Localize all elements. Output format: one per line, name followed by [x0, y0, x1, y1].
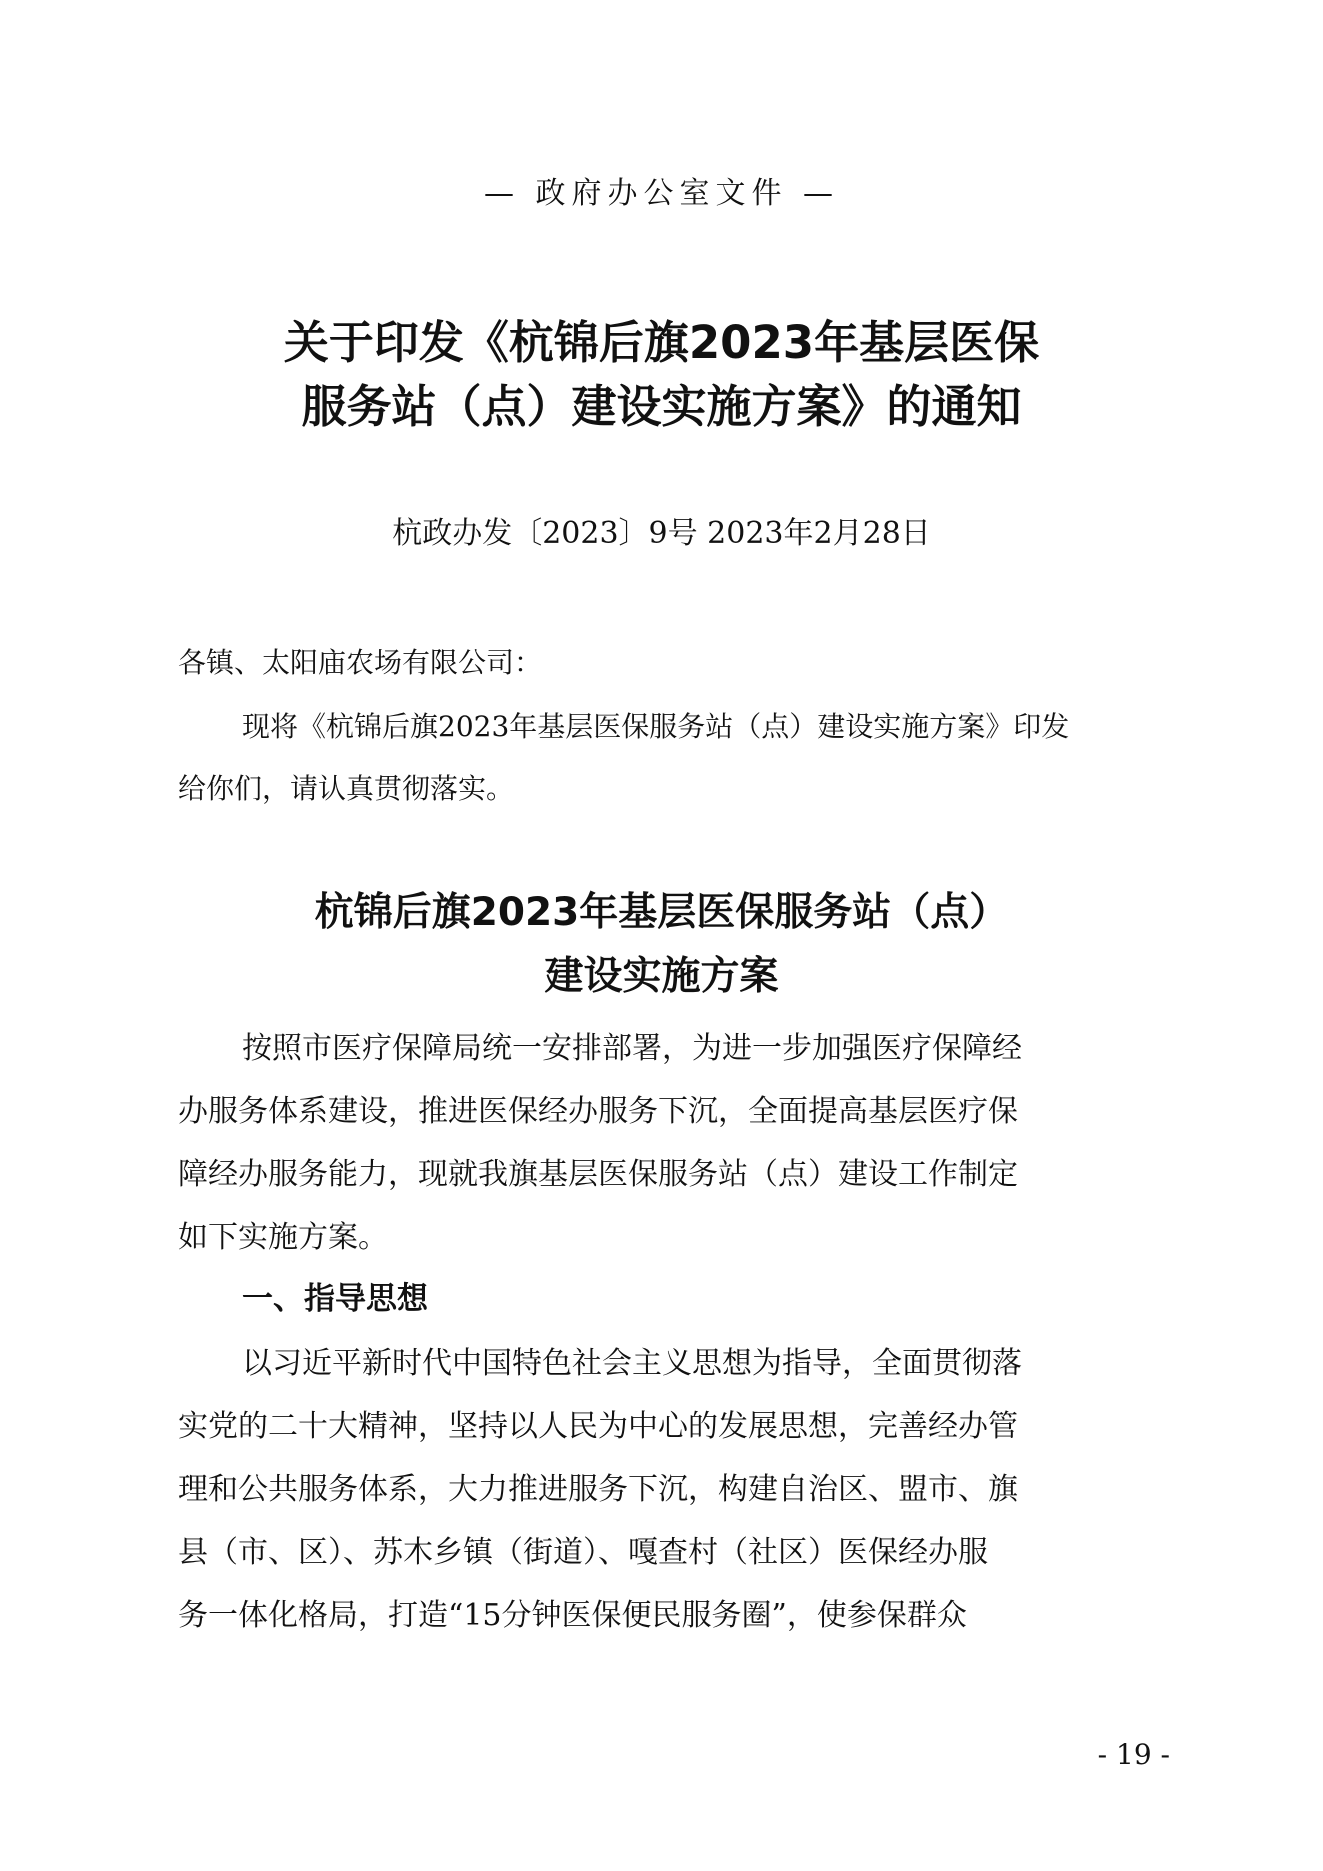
document-number-date: 杭政办发〔2023〕9号 2023年2月28日: [392, 516, 931, 551]
section1-line-3: 理和公共服务体系，大力推进服务下沉，构建自治区、盟市、旗: [178, 1472, 1018, 1507]
notice-body-line-1: 现将《杭锦后旗2023年基层医保服务站（点）建设实施方案》印发: [242, 710, 1070, 743]
notice-body-line-2: 给你们，请认真贯彻落实。: [178, 772, 515, 805]
section1-line-2: 实党的二十大精神，坚持以人民为中心的发展思想，完善经办管: [178, 1409, 1018, 1444]
section1-line-4: 县（市、区）、苏木乡镇（街道）、嘎查村（社区）医保经办服: [178, 1535, 988, 1570]
section-heading-guiding-ideology: 一、指导思想: [242, 1281, 428, 1317]
intro-line-4: 如下实施方案。: [178, 1220, 388, 1255]
document-header: — 政府办公室文件 —: [483, 176, 840, 211]
intro-line-3: 障经办服务能力，现就我旗基层医保服务站（点）建设工作制定: [178, 1157, 1018, 1192]
section1-line-1: 以习近平新时代中国特色社会主义思想为指导，全面贯彻落: [242, 1346, 1022, 1381]
intro-line-2: 办服务体系建设，推进医保经办服务下沉，全面提高基层医疗保: [178, 1094, 1018, 1129]
section1-line-5: 务一体化格局，打造“15分钟医保便民服务圈”，使参保群众: [178, 1598, 967, 1633]
plan-title-line-1: 杭锦后旗2023年基层医保服务站（点）: [314, 890, 1009, 935]
plan-title-line-2: 建设实施方案: [544, 954, 779, 999]
addressee: 各镇、太阳庙农场有限公司：: [178, 646, 543, 679]
page-number: - 19 -: [1097, 1738, 1170, 1771]
intro-line-1: 按照市医疗保障局统一安排部署，为进一步加强医疗保障经: [242, 1031, 1022, 1066]
notice-title-line-1: 关于印发《杭锦后旗2023年基层医保: [283, 316, 1040, 369]
notice-title-line-2: 服务站（点）建设实施方案》的通知: [301, 380, 1022, 433]
